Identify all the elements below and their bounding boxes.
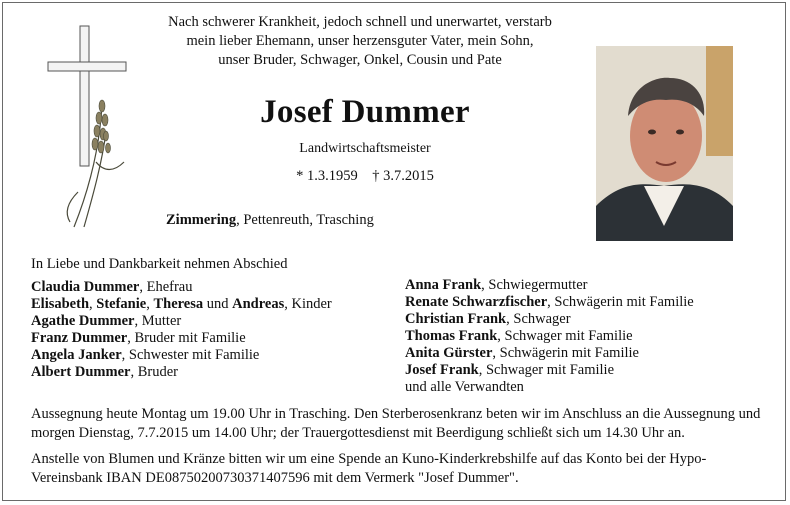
place-main: Zimmering <box>166 212 237 228</box>
deceased-name: Josef Dummer <box>260 94 470 130</box>
death-date: † 3.7.2015 <box>372 168 434 184</box>
list-item: Angela Janker, Schwester mit Familie <box>31 347 260 363</box>
portrait-photo <box>596 46 733 241</box>
life-dates <box>150 168 580 185</box>
list-item: Elisabeth, Stefanie, Theresa und Andreas, Kinder <box>31 296 332 312</box>
intro-line-1: Nach schwerer Krankheit, jedoch schnell und unerwartet, verstarb <box>168 14 552 30</box>
list-item: Albert Dummer, Bruder <box>31 364 178 380</box>
mourners-right-list <box>405 277 694 396</box>
mourners-left-list <box>31 279 332 381</box>
intro-line-2: mein lieber Ehemann, unser herzensguter Vater, mein Sohn, <box>186 33 534 49</box>
funeral-details: Aussegnung heute Montag um 19.00 Uhr in Trasching. Den Sterberosenkranz beten wir im Anschluss an die Aussegnung und morgen Dienstag, 7.7.2015 um 14.00 Uhr; der Trauergottesdienst mit Beerdigung schließt sich um 14.30 Uhr an. <box>31 406 761 441</box>
list-item: Anita Gürster, Schwägerin mit Familie <box>405 345 639 361</box>
place-rest: , Pettenreuth, Trasching <box>236 212 374 228</box>
places <box>166 212 374 229</box>
list-item: und alle Verwandten <box>405 379 524 395</box>
intro-line-3: unser Bruder, Schwager, Onkel, Cousin und Pate <box>218 52 502 68</box>
list-item: Josef Frank, Schwager mit Familie <box>405 362 615 378</box>
list-item: Claudia Dummer, Ehefrau <box>31 279 193 295</box>
farewell-line: In Liebe und Dankbarkeit nehmen Abschied <box>31 256 288 272</box>
list-item: Thomas Frank, Schwager mit Familie <box>405 328 633 344</box>
list-item: Anna Frank, Schwiegermutter <box>405 277 588 293</box>
list-item: Franz Dummer, Bruder mit Familie <box>31 330 246 346</box>
birth-date: * 1.3.1959 <box>296 168 358 184</box>
list-item: Christian Frank, Schwager <box>405 311 571 327</box>
list-item: Renate Schwarzfischer, Schwägerin mit Familie <box>405 294 694 310</box>
profession: Landwirtschaftsmeister <box>299 141 431 156</box>
list-item: Agathe Dummer, Mutter <box>31 313 182 329</box>
donation-request: Anstelle von Blumen und Kränze bitten wir um eine Spende an Kuno-Kinderkrebshilfe auf das Konto bei der Hypo-Vereinsbank IBAN DE08750200730371407596 mit dem Vermerk "Josef Dummer". <box>31 451 707 486</box>
cross-with-wheat-icon <box>44 22 134 242</box>
intro-text <box>150 13 570 70</box>
